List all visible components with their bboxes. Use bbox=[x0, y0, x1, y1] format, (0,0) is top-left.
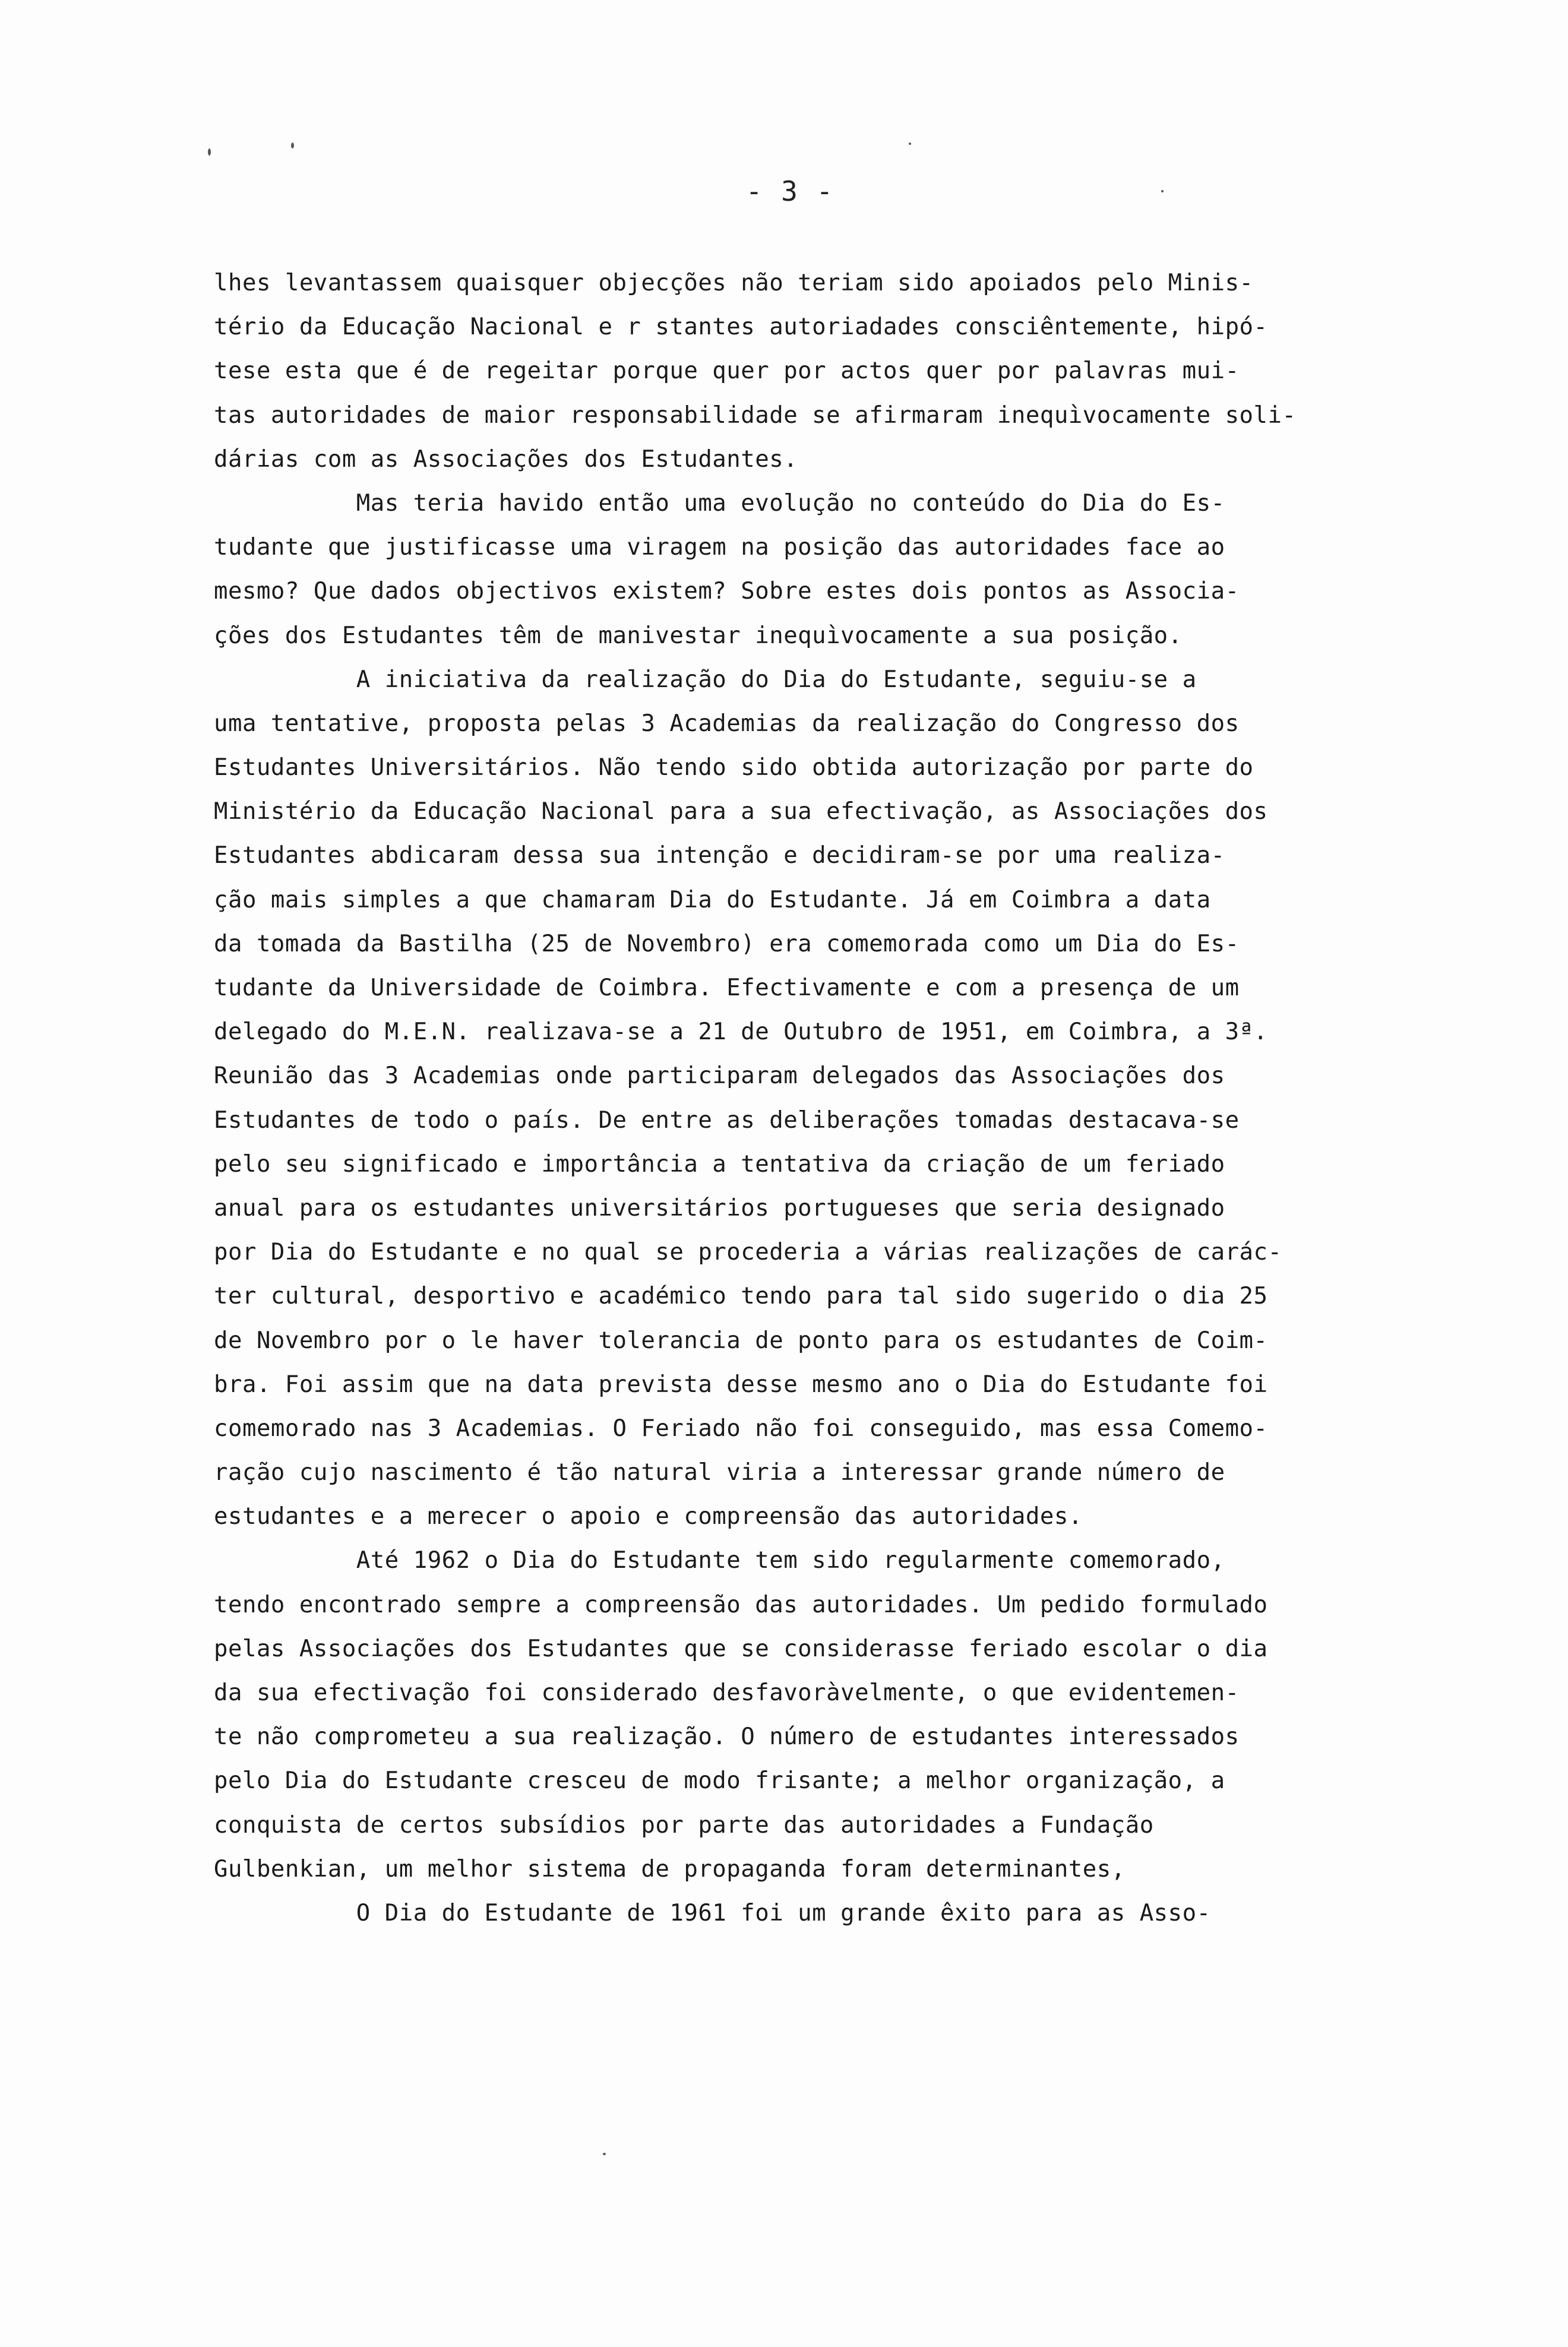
page-number: - 3 - bbox=[745, 175, 834, 207]
text-line-29: estudantes e a merecer o apoio e compreensão das autoridades. bbox=[214, 1503, 1083, 1530]
text-line-10: A iniciativa da realização do Dia do Estudante, seguiu-se a bbox=[214, 666, 1197, 693]
text-line-23: por Dia do Estudante e no qual se procederia a várias realizações de carác- bbox=[214, 1239, 1282, 1266]
text-line-26: bra. Foi assim que na data prevista desse mesmo ano o Dia do Estudante foi bbox=[214, 1371, 1268, 1398]
text-line-19: Reunião das 3 Academias onde participaram delegados das Associações dos bbox=[214, 1062, 1225, 1090]
text-line-32: pelas Associações dos Estudantes que se considerasse feriado escolar o dia bbox=[214, 1635, 1268, 1662]
text-line-36: conquista de certos subsídios por parte das autoridades a Fundação bbox=[214, 1811, 1154, 1839]
text-line-15: ção mais simples a que chamaram Dia do Estudante. Já em Coimbra a data bbox=[214, 886, 1211, 913]
scan-speck bbox=[603, 2153, 606, 2155]
text-line-18: delegado do M.E.N. realizava-se a 21 de Outubro de 1951, em Coimbra, a 3ª. bbox=[214, 1018, 1268, 1046]
text-line-34: te não comprometeu a sua realização. O número de estudantes interessados bbox=[214, 1723, 1240, 1751]
text-line-1: lhes levantassem quaisquer objecções não teriam sido apoiados pelo Minis- bbox=[214, 270, 1254, 296]
text-line-31: tendo encontrado sempre a compreensão das autoridades. Um pedido formulado bbox=[214, 1591, 1268, 1618]
text-line-21: pelo seu significado e importância a tentativa da criação de um feriado bbox=[214, 1150, 1225, 1178]
text-line-27: comemorado nas 3 Academias. O Feriado não foi conseguido, mas essa Comemo- bbox=[214, 1415, 1268, 1442]
text-line-3: tese esta que é de regeitar porque quer por actos quer por palavras mui- bbox=[214, 358, 1240, 385]
body-text bbox=[214, 261, 1402, 1935]
scan-speck bbox=[208, 148, 211, 156]
text-line-35: pelo Dia do Estudante cresceu de modo frisante; a melhor organização, a bbox=[214, 1767, 1225, 1795]
text-line-30: Até 1962 o Dia do Estudante tem sido regularmente comemorado, bbox=[214, 1547, 1225, 1574]
text-line-13: Ministério da Educação Nacional para a sua efectivação, as Associações dos bbox=[214, 798, 1268, 825]
scan-speck bbox=[909, 143, 911, 145]
text-line-38: O Dia do Estudante de 1961 foi um grande êxito para as Asso- bbox=[214, 1899, 1211, 1927]
text-line-28: ração cujo nascimento é tão natural viria a interessar grande número de bbox=[214, 1459, 1225, 1486]
text-line-11: uma tentative, proposta pelas 3 Academias da realização do Congresso dos bbox=[214, 710, 1240, 737]
text-line-20: Estudantes de todo o país. De entre as deliberações tomadas destacava-se bbox=[214, 1106, 1240, 1134]
text-line-25: de Novembro por o le haver tolerancia de ponto para os estudantes de Coim- bbox=[214, 1327, 1268, 1354]
text-line-7: tudante que justificasse uma viragem na posição das autoridades face ao bbox=[214, 534, 1225, 561]
text-line-9: ções dos Estudantes têm de manivestar inequìvocamente a sua posição. bbox=[214, 622, 1183, 649]
scan-speck bbox=[1161, 190, 1164, 192]
text-line-2: tério da Educação Nacional e r stantes autoriadades consciêntemente, hipó- bbox=[214, 314, 1268, 341]
text-line-12: Estudantes Universitários. Não tendo sido obtida autorização por parte do bbox=[214, 754, 1254, 782]
text-line-4: tas autoridades de maior responsabilidade se afirmaram inequìvocamente soli- bbox=[214, 401, 1297, 429]
text-line-17: tudante da Universidade de Coimbra. Efectivamente e com a presença de um bbox=[214, 975, 1240, 1001]
text-line-24: ter cultural, desportivo e académico tendo para tal sido sugerido o dia 25 bbox=[214, 1283, 1268, 1310]
text-line-37: Gulbenkian, um melhor sistema de propaganda foram determinantes, bbox=[214, 1855, 1126, 1883]
text-line-16: da tomada da Bastilha (25 de Novembro) era comemorada como um Dia do Es- bbox=[214, 930, 1240, 957]
text-line-5: dárias com as Associações dos Estudantes. bbox=[214, 445, 798, 473]
text-line-33: da sua efectivação foi considerado desfavoràvelmente, o que evidentemen- bbox=[214, 1679, 1240, 1706]
scan-speck bbox=[291, 143, 294, 148]
text-line-14: Estudantes abdicaram dessa sua intenção e decidiram-se por uma realiza- bbox=[214, 842, 1225, 869]
text-line-6: Mas teria havido então uma evolução no conteúdo do Dia do Es- bbox=[214, 489, 1225, 517]
text-line-22: anual para os estudantes universitários portugueses que seria designado bbox=[214, 1194, 1225, 1222]
text-line-8: mesmo? Que dados objectivos existem? Sobre estes dois pontos as Associa- bbox=[214, 578, 1240, 605]
